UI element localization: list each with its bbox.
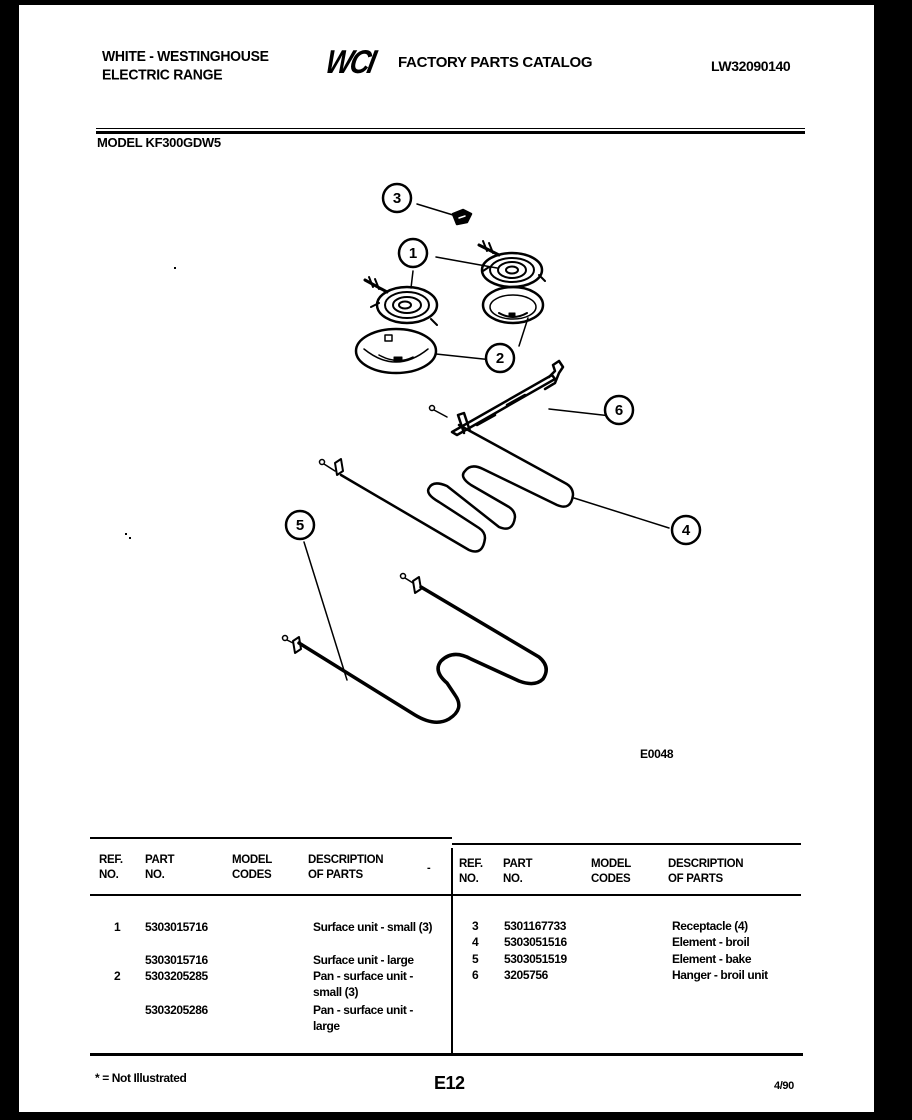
part-no: 5301167733 [504, 919, 567, 933]
callout-4-label: 4 [681, 522, 691, 539]
model-number: MODEL KF300GDW5 [97, 135, 221, 150]
part-no: 3205756 [504, 968, 548, 982]
broil-hanger-part [430, 361, 624, 435]
part-description: Pan - surface unit - large [313, 1003, 414, 1033]
col-header-part-no-right: PART NO. [503, 858, 533, 885]
part-description: Element - broil [672, 935, 750, 949]
drawing-id: E0048 [640, 747, 674, 761]
broil-element-part [320, 425, 670, 552]
part-no: 5303051519 [504, 952, 567, 966]
part-no: 5303051516 [504, 935, 567, 949]
part-description: Surface unit - small (3) [313, 920, 433, 934]
brand-line-2: ELECTRIC RANGE [102, 66, 223, 83]
catalog-number: LW32090140 [711, 58, 791, 74]
col-header-ref-no-right: REF. NO. [459, 858, 483, 885]
col-header-part-no: PART NO. [145, 854, 175, 881]
catalog-page [19, 5, 874, 1112]
callout-6-label: 6 [614, 402, 624, 419]
table-top-rule-left [90, 837, 452, 839]
part-no: 5303205286 [145, 1003, 208, 1017]
page-id: E12 [434, 1073, 465, 1093]
wci-logo: WCI [322, 43, 378, 80]
part-description: Receptacle (4) [672, 919, 748, 933]
stray-mark: - [427, 862, 431, 874]
part-description: Pan - surface unit - small (3) [313, 969, 414, 999]
part-description: Hanger - broil unit [672, 968, 768, 982]
surface-unit-small [365, 277, 437, 325]
brand-line-1: WHITE - WESTINGHOUSE [102, 47, 269, 64]
part-no: 5303205285 [145, 969, 208, 983]
col-header-ref-no: REF. NO. [99, 854, 123, 881]
ref-no: 6 [472, 968, 479, 982]
callout-2-label: 2 [495, 350, 505, 367]
table-column-divider [451, 848, 453, 1053]
table-header-rule [90, 894, 801, 896]
callout-5-label: 5 [295, 517, 305, 534]
ref-no: 5 [472, 952, 479, 966]
exploded-parts-diagram [19, 5, 874, 805]
drip-pan-large [483, 287, 543, 323]
receptacle-part [417, 204, 471, 224]
part-no: 5303015716 [145, 953, 208, 967]
ref-no: 3 [472, 919, 479, 933]
col-header-model-codes: MODEL CODES [232, 854, 273, 881]
col-header-description: DESCRIPTION OF PARTS [308, 854, 384, 881]
table-top-rule-right [452, 843, 801, 845]
catalog-title: FACTORY PARTS CATALOG [398, 54, 593, 71]
part-description: Element - bake [672, 952, 752, 966]
ref-no: 4 [472, 935, 479, 949]
bake-element-part [283, 542, 547, 722]
col-header-model-codes-right: MODEL CODES [591, 858, 632, 885]
ref-no: 2 [114, 969, 121, 983]
ref-no: 1 [114, 920, 121, 934]
surface-unit-large [479, 241, 545, 287]
table-bottom-rule [90, 1053, 803, 1056]
col-header-description-right: DESCRIPTION OF PARTS [668, 858, 744, 885]
callout-3-label: 3 [392, 190, 402, 207]
part-no: 5303015716 [145, 920, 208, 934]
revision-date: 4/90 [774, 1080, 794, 1092]
drip-pan-small [356, 329, 436, 373]
callout-1-label: 1 [408, 245, 418, 262]
not-illustrated-note: * = Not Illustrated [95, 1071, 187, 1085]
part-description: Surface unit - large [313, 953, 414, 967]
